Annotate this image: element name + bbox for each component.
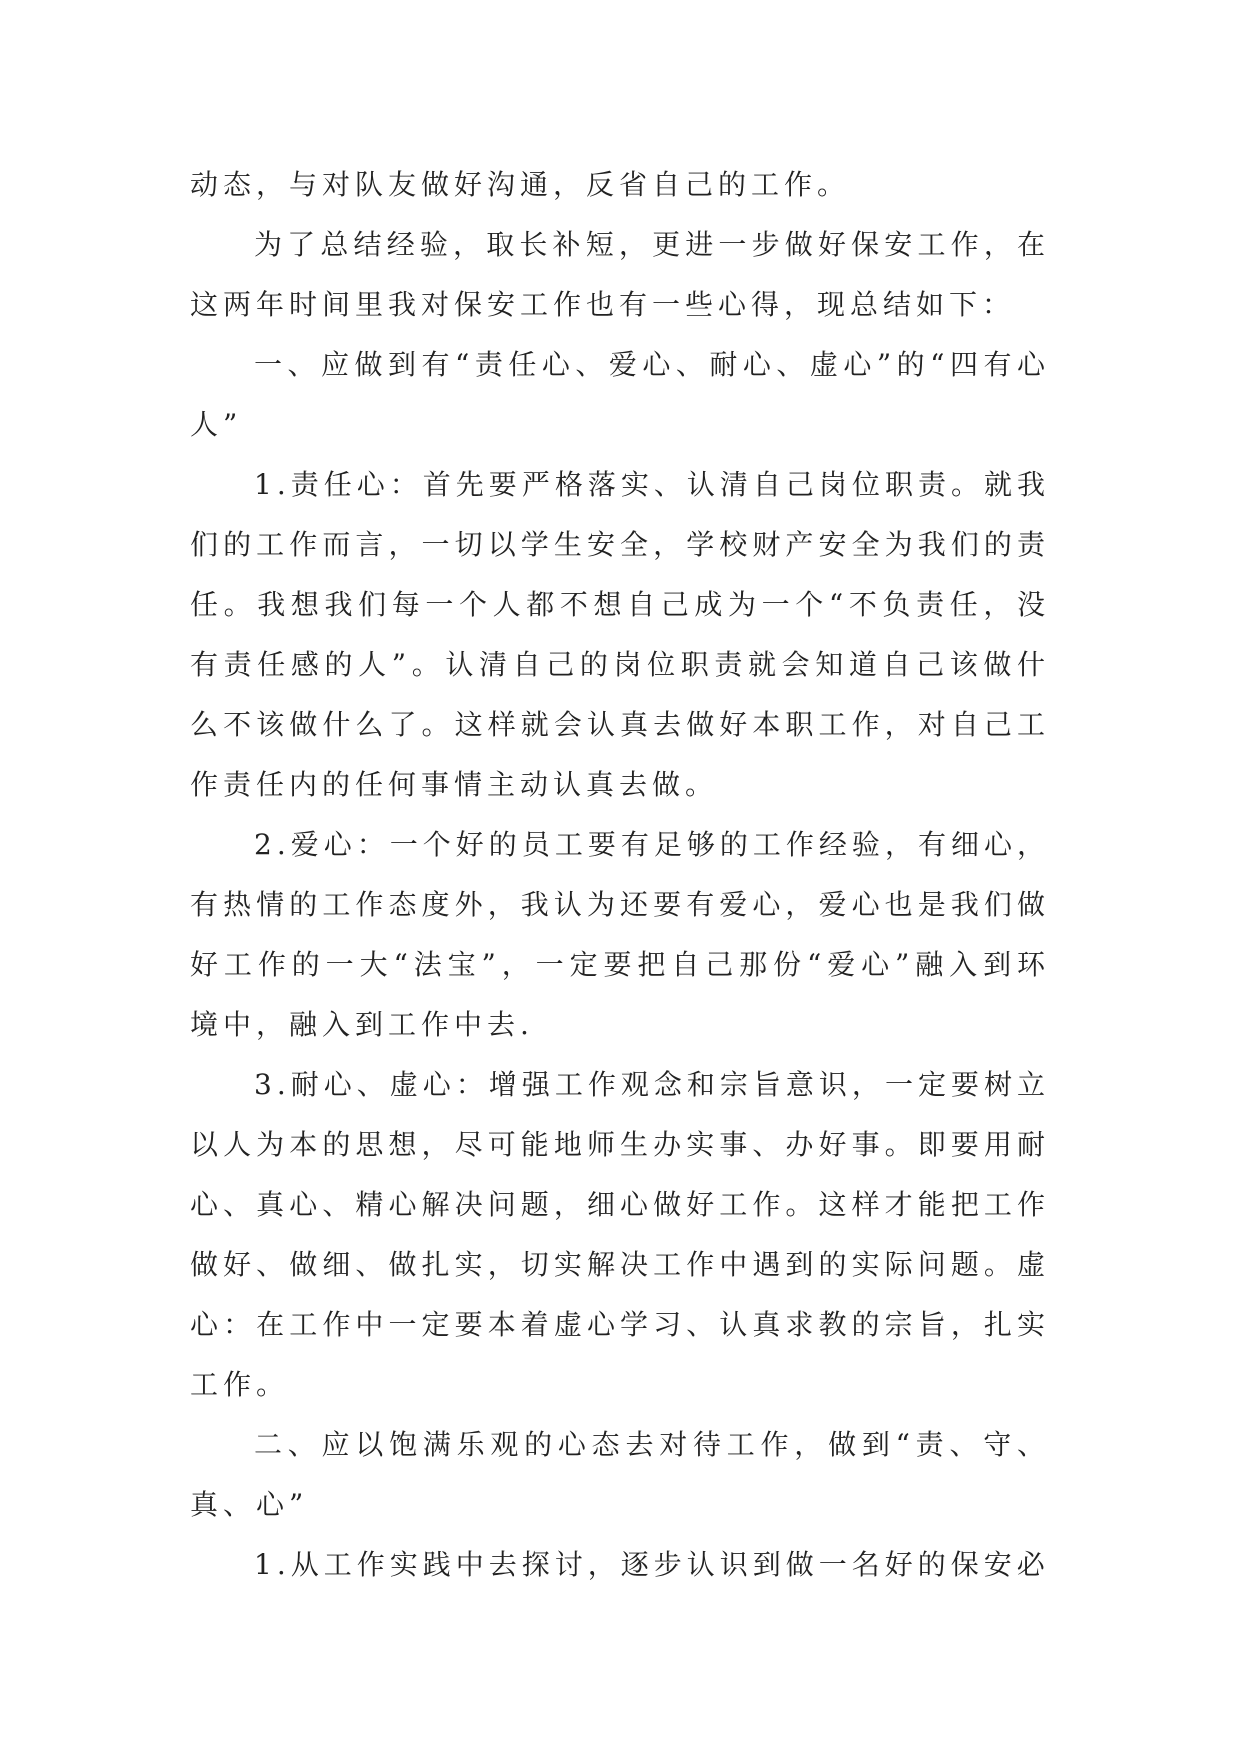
section-heading-2: 二、应以饱满乐观的心态去对待工作，做到“责、守、真、心” (190, 1428, 1050, 1521)
section-heading-1: 一、应做到有“责任心、爱心、耐心、虚心”的“四有心人” (190, 348, 1050, 441)
document-body (190, 155, 1050, 1595)
paragraph-1: 动态，与对队友做好沟通，反省自己的工作。 (190, 168, 851, 201)
paragraph-love: 2.爱心：一个好的员工要有足够的工作经验，有细心，有热情的工作态度外，我认为还要有爱心，爱心也是我们做好工作的一大“法宝”，一定要把自己那份“爱心”融入到环境中，融入到工作中去. (190, 828, 1050, 1041)
paragraph-patience: 3.耐心、虚心：增强工作观念和宗旨意识，一定要树立以人为本的思想，尽可能地师生办实事、办好事。即要用耐心、真心、精心解决问题，细心做好工作。这样才能把工作做好、做细、做扎实，切实解决工作中遇到的实际问题。虚心：在工作中一定要本着虚心学习、认真求教的宗旨，扎实工作。 (190, 1068, 1050, 1401)
paragraph-responsibility: 1.责任心：首先要严格落实、认清自己岗位职责。就我们的工作而言，一切以学生安全，学校财产安全为我们的责任。我想我们每一个人都不想自己成为一个“不负责任，没有责任感的人”。认清自己的岗位职责就会知道自己该做什么不该做什么了。这样就会认真去做好本职工作，对自己工作责任内的任何事情主动认真去做。 (190, 468, 1050, 801)
paragraph-2: 为了总结经验，取长补短，更进一步做好保安工作，在这两年时间里我对保安工作也有一些心得，现总结如下： (190, 228, 1050, 321)
paragraph-practice: 1.从工作实践中去探讨，逐步认识到做一名好的保安必 (254, 1548, 1050, 1581)
